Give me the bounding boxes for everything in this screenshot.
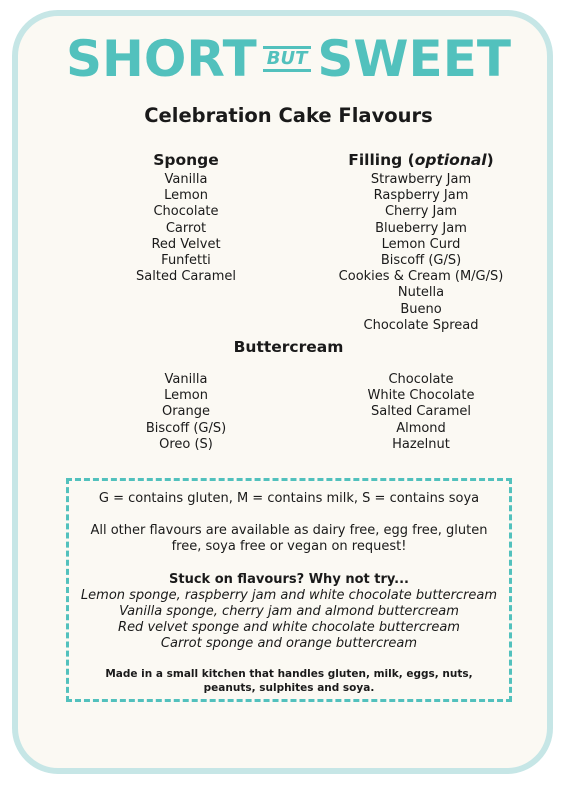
list-item: Biscoff (G/S) — [380, 253, 462, 269]
list-item: Chocolate — [388, 372, 454, 387]
sponge-heading: Sponge — [153, 151, 219, 169]
brand-sweet: SWEET — [317, 30, 511, 88]
allergen-legend: G = contains gluten, M = contains milk, S = contains soya — [98, 491, 480, 506]
list-item: Carrot — [165, 220, 207, 236]
list-item: Chocolate — [153, 204, 219, 220]
page-title: Celebration Cake Flavours — [144, 104, 433, 127]
buttercream-left-column — [118, 372, 254, 453]
filling-heading-main: Filling ( — [348, 151, 415, 169]
list-item: Salted Caramel — [136, 269, 236, 285]
list-item: Vanilla — [164, 372, 208, 387]
list-item: Chocolate Spread — [363, 317, 479, 333]
menu-card — [12, 10, 553, 774]
suggestion-item: Red velvet sponge and white chocolate buttercream — [118, 620, 460, 636]
filling-heading — [318, 151, 524, 170]
brand-short: SHORT — [66, 30, 257, 88]
list-item: Lemon — [164, 188, 208, 204]
info-box — [66, 478, 512, 702]
filling-heading-close: ) — [486, 151, 494, 169]
suggestions-list — [69, 588, 509, 653]
suggestion-item: Lemon sponge, raspberry jam and white chocolate buttercream — [80, 587, 498, 603]
list-item: Raspberry Jam — [373, 188, 469, 204]
suggestion-item: Carrot sponge and orange buttercream — [160, 636, 418, 652]
list-item: Biscoff (G/S) — [145, 420, 227, 436]
list-item: White Chocolate — [367, 388, 475, 404]
list-item: Cookies & Cream (M/G/S) — [338, 269, 504, 285]
list-item: Orange — [161, 404, 211, 420]
allergen-kitchen-note: Made in a small kitchen that handles gluten, milk, eggs, nuts, peanuts, sulphites and soya. — [105, 667, 473, 694]
list-item: Cherry Jam — [384, 204, 458, 220]
brand-logo — [18, 30, 559, 88]
buttercream-right-column — [318, 372, 524, 453]
list-item: Salted Caramel — [371, 404, 471, 420]
list-item: Blueberry Jam — [375, 220, 467, 236]
sponge-column — [118, 151, 254, 285]
filling-heading-optional: optional — [414, 151, 487, 169]
suggestion-item: Vanilla sponge, cherry jam and almond buttercream — [119, 604, 459, 620]
availability-note: All other flavours are available as dairy free, egg free, gluten free, soya free or vegan on request! — [90, 523, 488, 555]
list-item: Funfetti — [161, 253, 211, 269]
list-item: Lemon Curd — [381, 236, 461, 252]
list-item: Bueno — [400, 301, 442, 317]
list-item: Almond — [396, 420, 446, 436]
list-item: Oreo (S) — [159, 436, 213, 452]
list-item: Lemon — [164, 388, 208, 404]
list-item: Nutella — [397, 285, 445, 301]
buttercream-heading: Buttercream — [233, 338, 344, 356]
suggestions-heading: Stuck on flavours? Why not try... — [169, 571, 409, 587]
list-item: Vanilla — [164, 172, 208, 187]
list-item: Strawberry Jam — [370, 172, 472, 187]
filling-column — [318, 151, 524, 334]
list-item: Hazelnut — [392, 436, 450, 452]
brand-but: BUT — [263, 46, 312, 72]
list-item: Red Velvet — [151, 236, 221, 252]
